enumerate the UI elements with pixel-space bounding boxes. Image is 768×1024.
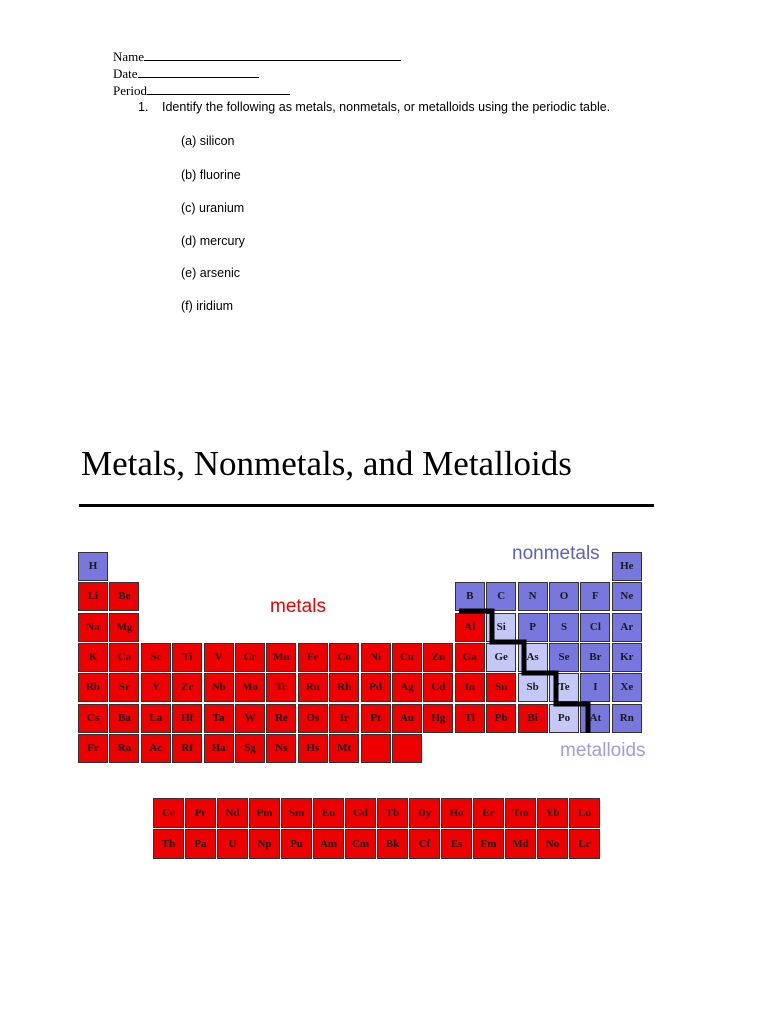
element-cell-xe: Xe: [612, 673, 642, 702]
period-line: [113, 82, 290, 99]
element-cell-sg: Sg: [235, 734, 265, 763]
element-cell-hg: Hg: [423, 704, 453, 733]
element-cell-md: Md: [505, 829, 536, 859]
element-cell-ce: Ce: [153, 798, 184, 828]
element-cell-be: Be: [109, 582, 139, 611]
element-cell-rf: Rf: [172, 734, 202, 763]
element-cell-fm: Fm: [473, 829, 504, 859]
element-cell-he: He: [612, 552, 642, 581]
element-cell-tb: Tb: [377, 798, 408, 828]
element-cell-co: Co: [329, 643, 359, 672]
element-cell-i: I: [580, 673, 610, 702]
element-cell-in: In: [455, 673, 485, 702]
element-cell-ne: Ne: [612, 582, 642, 611]
metalloids-label: metalloids: [560, 740, 646, 761]
element-cell-tm: Tm: [505, 798, 536, 828]
element-cell-np: Np: [249, 829, 280, 859]
element-cell-pd: Pd: [361, 673, 391, 702]
element-cell-no: No: [537, 829, 568, 859]
element-cell-au: Au: [392, 704, 422, 733]
element-cell-ga: Ga: [455, 643, 485, 672]
element-cell-ta: Ta: [204, 704, 234, 733]
element-cell-th: Th: [153, 829, 184, 859]
element-cell-ha: Ha: [204, 734, 234, 763]
element-cell-f: F: [580, 582, 610, 611]
element-cell-sn: Sn: [486, 673, 516, 702]
element-cell-sm: Sm: [281, 798, 312, 828]
element-cell-at: At: [580, 704, 610, 733]
element-cell-am: Am: [313, 829, 344, 859]
element-cell-br: Br: [580, 643, 610, 672]
element-cell-nb: Nb: [204, 673, 234, 702]
element-cell-fe: Fe: [298, 643, 328, 672]
element-cell-k: K: [78, 643, 108, 672]
date-blank[interactable]: [138, 65, 259, 78]
element-cell-b: B: [455, 582, 485, 611]
name-line: [113, 48, 401, 65]
element-cell-er: Er: [473, 798, 504, 828]
element-cell-ho: Ho: [441, 798, 472, 828]
element-cell-ni: Ni: [361, 643, 391, 672]
element-cell-os: Os: [298, 704, 328, 733]
element-cell-ac: Ac: [141, 734, 171, 763]
element-cell-se: Se: [549, 643, 579, 672]
option-d: (d) mercury: [181, 234, 245, 248]
element-cell-fr: Fr: [78, 734, 108, 763]
element-cell-rn: Rn: [612, 704, 642, 733]
option-f: (f) iridium: [181, 299, 234, 313]
element-cell-o: O: [549, 582, 579, 611]
title-rule: [79, 504, 654, 507]
date-line: [113, 65, 259, 82]
element-cell-dy: Dy: [409, 798, 440, 828]
period-blank[interactable]: [147, 82, 290, 95]
element-cell-na: Na: [78, 613, 108, 642]
element-cell-cl: Cl: [580, 613, 610, 642]
element-cell-y: Y: [141, 673, 171, 702]
element-cell-zr: Zr: [172, 673, 202, 702]
element-cell-ns: Ns: [266, 734, 296, 763]
element-cell-c: C: [486, 582, 516, 611]
element-cell-es: Es: [441, 829, 472, 859]
figure-title: Metals, Nonmetals, and Metalloids: [81, 444, 572, 483]
element-cell-pb: Pb: [486, 704, 516, 733]
element-cell-rb: Rb: [78, 673, 108, 702]
option-c: (c) uranium: [181, 201, 245, 215]
element-cell-p: P: [518, 613, 548, 642]
element-cell-re: Re: [266, 704, 296, 733]
option-e: (e) arsenic: [181, 266, 241, 280]
element-cell-la: La: [141, 704, 171, 733]
element-cell-ti: Ti: [172, 643, 202, 672]
element-cell-al: Al: [455, 613, 485, 642]
element-cell-cd: Cd: [423, 673, 453, 702]
element-cell-ir: Ir: [329, 704, 359, 733]
element-cell-pm: Pm: [249, 798, 280, 828]
option-b: (b) fluorine: [181, 168, 241, 182]
element-cell-as: As: [518, 643, 548, 672]
element-cell-nd: Nd: [217, 798, 248, 828]
element-cell-mo: Mo: [235, 673, 265, 702]
element-cell-w: W: [235, 704, 265, 733]
element-cell-hs: Hs: [298, 734, 328, 763]
metals-label: metals: [270, 596, 326, 617]
element-cell-ge: Ge: [486, 643, 516, 672]
question-number: 1.: [138, 100, 149, 114]
element-cell-bk: Bk: [377, 829, 408, 859]
element-cell-mg: Mg: [109, 613, 139, 642]
element-cell-pa: Pa: [185, 829, 216, 859]
option-a: (a) silicon: [181, 134, 235, 148]
element-cell-cr: Cr: [235, 643, 265, 672]
date-label: Date: [113, 66, 138, 81]
question-1: [138, 100, 610, 114]
nonmetals-label: nonmetals: [512, 543, 600, 564]
element-cell-mn: Mn: [266, 643, 296, 672]
element-cell-mt: Mt: [329, 734, 359, 763]
element-cell-bi: Bi: [518, 704, 548, 733]
element-cell-zn: Zn: [423, 643, 453, 672]
element-cell-kr: Kr: [612, 643, 642, 672]
name-label: Name: [113, 49, 145, 64]
element-cell-ag: Ag: [392, 673, 422, 702]
element-cell-rh: Rh: [329, 673, 359, 702]
element-cell-tl: Tl: [455, 704, 485, 733]
element-cell-cs: Cs: [78, 704, 108, 733]
element-cell-pr: Pr: [185, 798, 216, 828]
element-cell-hf: Hf: [172, 704, 202, 733]
element-cell-ba: Ba: [109, 704, 139, 733]
element-cell-s: S: [549, 613, 579, 642]
element-cell-ra: Ra: [109, 734, 139, 763]
element-cell-sc: Sc: [141, 643, 171, 672]
element-cell-pt: Pt: [361, 704, 391, 733]
element-cell-cm: Cm: [345, 829, 376, 859]
element-cell-u: U: [217, 829, 248, 859]
element-cell-ca: Ca: [109, 643, 139, 672]
element-cell-si: Si: [486, 613, 516, 642]
element-cell-ar: Ar: [612, 613, 642, 642]
question-prompt: Identify the following as metals, nonmetals, or metalloids using the periodic table.: [162, 100, 611, 114]
element-cell-pu: Pu: [281, 829, 312, 859]
element-cell-po: Po: [549, 704, 579, 733]
element-cell-eu: Eu: [313, 798, 344, 828]
element-cell-tc: Tc: [266, 673, 296, 702]
element-cell-h: H: [78, 552, 108, 581]
element-cell-te: Te: [549, 673, 579, 702]
element-cell-cf: Cf: [409, 829, 440, 859]
element-cell-ru: Ru: [298, 673, 328, 702]
element-cell-gd: Gd: [345, 798, 376, 828]
name-blank[interactable]: [144, 48, 401, 61]
element-cell-n: N: [518, 582, 548, 611]
element-cell-yb: Yb: [537, 798, 568, 828]
element-cell-sb: Sb: [518, 673, 548, 702]
element-cell-blank: [392, 734, 422, 763]
element-cell-li: Li: [78, 582, 108, 611]
element-cell-blank: [361, 734, 391, 763]
period-label: Period: [113, 83, 147, 98]
element-cell-lu: Lu: [569, 798, 600, 828]
element-cell-cu: Cu: [392, 643, 422, 672]
element-cell-v: V: [204, 643, 234, 672]
element-cell-sr: Sr: [109, 673, 139, 702]
element-cell-lr: Lr: [569, 829, 600, 859]
